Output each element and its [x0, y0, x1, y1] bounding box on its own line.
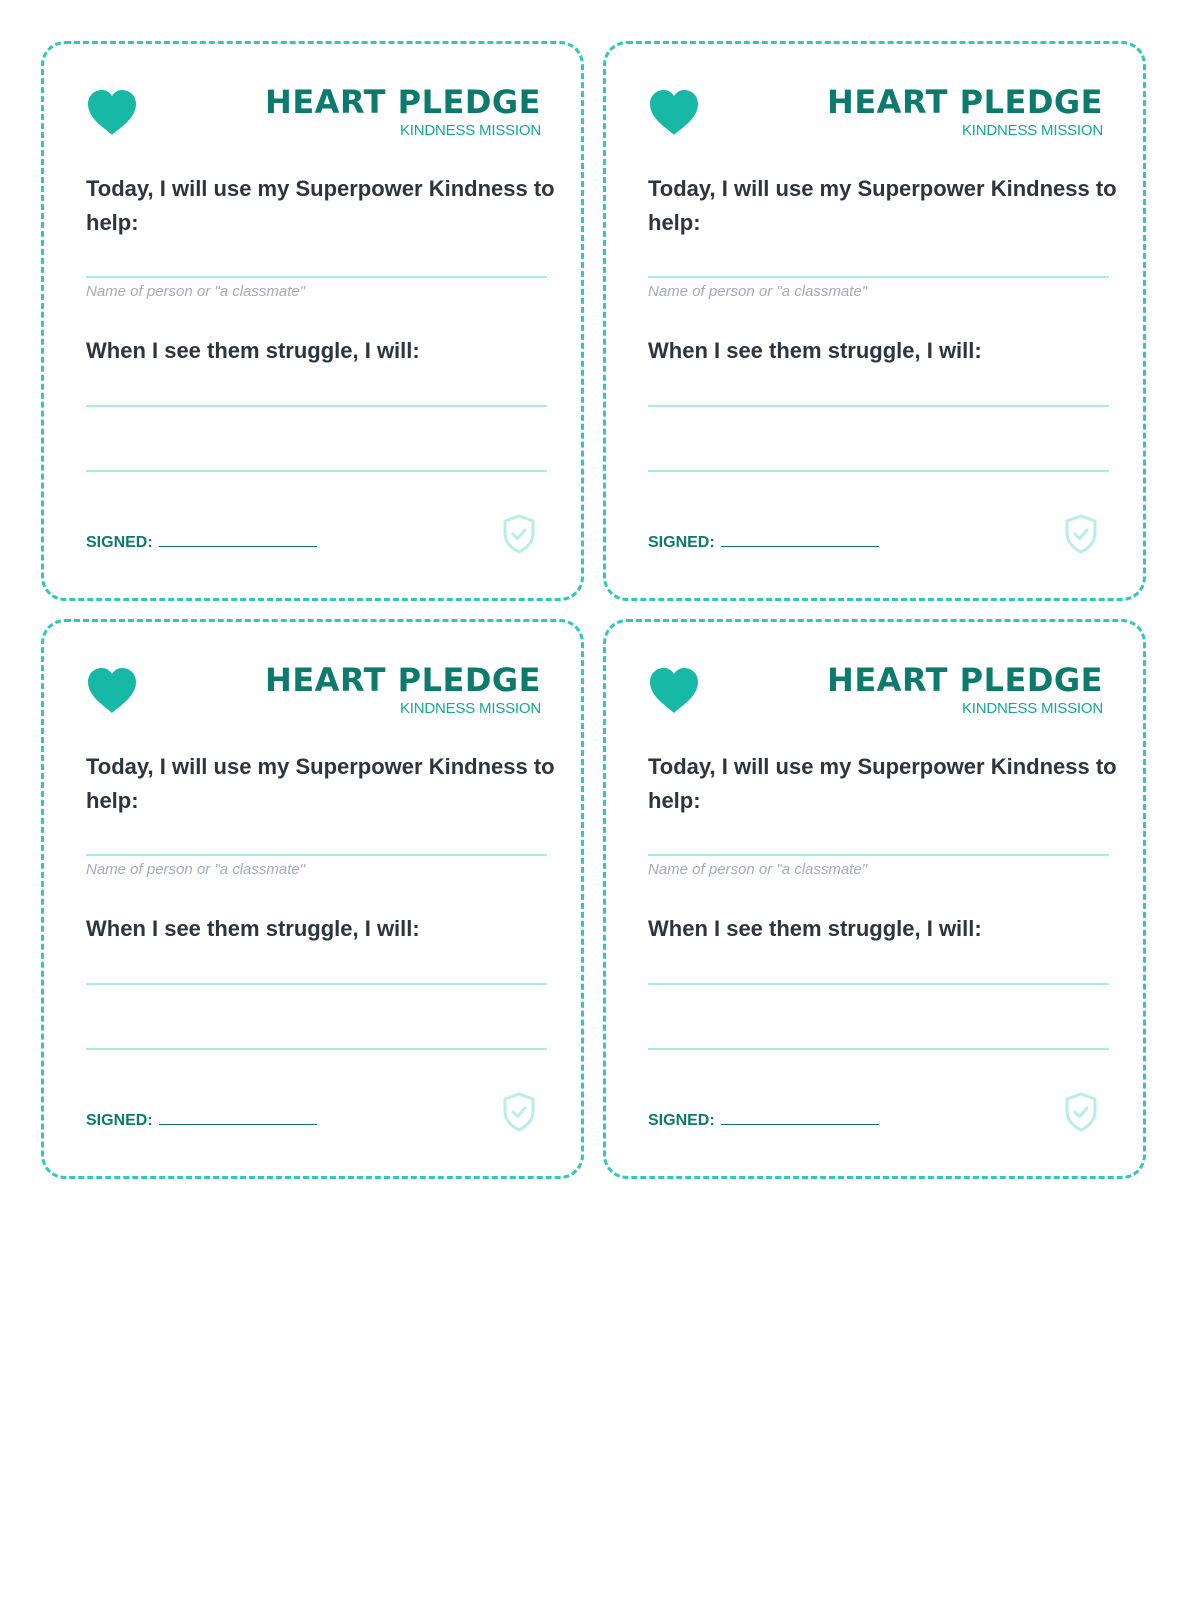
- signed-label: SIGNED:: [648, 534, 715, 551]
- signature-field[interactable]: [648, 532, 879, 553]
- name-hint: Name of person or "a classmate": [648, 861, 868, 878]
- card-title: HEART PLEDGE: [265, 661, 541, 699]
- heart-icon: [86, 89, 138, 137]
- pledge-card-1: [41, 41, 584, 601]
- pledge-card-2: [603, 41, 1146, 601]
- struggle-prompt: When I see them struggle, I will:: [648, 338, 982, 363]
- name-hint: Name of person or "a classmate": [86, 283, 306, 300]
- heart-icon: [648, 89, 700, 137]
- shield-check-icon: [502, 1092, 536, 1132]
- response-write-line-1[interactable]: [648, 983, 1109, 985]
- shield-check-icon: [502, 514, 536, 554]
- response-write-line-1[interactable]: [86, 983, 547, 985]
- signature-line[interactable]: [159, 1110, 317, 1125]
- struggle-prompt: When I see them struggle, I will:: [86, 916, 420, 941]
- heart-icon: [648, 667, 700, 715]
- signature-line[interactable]: [159, 532, 317, 547]
- card-subtitle: KINDNESS MISSION: [400, 700, 541, 717]
- card-title: HEART PLEDGE: [827, 661, 1103, 699]
- pledge-card-3: [41, 619, 584, 1179]
- name-write-line[interactable]: [648, 854, 1109, 856]
- response-write-line-2[interactable]: [648, 470, 1109, 472]
- name-write-line[interactable]: [86, 276, 547, 278]
- response-write-line-2[interactable]: [86, 1048, 547, 1050]
- help-prompt: Today, I will use my Superpower Kindness to help:: [648, 176, 1117, 235]
- signed-label: SIGNED:: [648, 1112, 715, 1129]
- shield-check-icon: [1064, 1092, 1098, 1132]
- response-write-line-1[interactable]: [648, 405, 1109, 407]
- help-prompt: Today, I will use my Superpower Kindness to help:: [648, 754, 1117, 813]
- name-write-line[interactable]: [86, 854, 547, 856]
- help-prompt: Today, I will use my Superpower Kindness to help:: [86, 176, 555, 235]
- struggle-prompt: When I see them struggle, I will:: [86, 338, 420, 363]
- signature-line[interactable]: [721, 532, 879, 547]
- heart-icon: [86, 667, 138, 715]
- signature-line[interactable]: [721, 1110, 879, 1125]
- card-subtitle: KINDNESS MISSION: [962, 122, 1103, 139]
- name-hint: Name of person or "a classmate": [648, 283, 868, 300]
- name-hint: Name of person or "a classmate": [86, 861, 306, 878]
- signature-field[interactable]: [86, 532, 317, 553]
- response-write-line-2[interactable]: [648, 1048, 1109, 1050]
- response-write-line-2[interactable]: [86, 470, 547, 472]
- signed-label: SIGNED:: [86, 1112, 153, 1129]
- help-prompt: Today, I will use my Superpower Kindness to help:: [86, 754, 555, 813]
- card-title: HEART PLEDGE: [265, 83, 541, 121]
- pledge-card-4: [603, 619, 1146, 1179]
- signature-field[interactable]: [86, 1110, 317, 1131]
- signed-label: SIGNED:: [86, 534, 153, 551]
- card-title: HEART PLEDGE: [827, 83, 1103, 121]
- struggle-prompt: When I see them struggle, I will:: [648, 916, 982, 941]
- signature-field[interactable]: [648, 1110, 879, 1131]
- shield-check-icon: [1064, 514, 1098, 554]
- name-write-line[interactable]: [648, 276, 1109, 278]
- response-write-line-1[interactable]: [86, 405, 547, 407]
- card-subtitle: KINDNESS MISSION: [962, 700, 1103, 717]
- card-subtitle: KINDNESS MISSION: [400, 122, 541, 139]
